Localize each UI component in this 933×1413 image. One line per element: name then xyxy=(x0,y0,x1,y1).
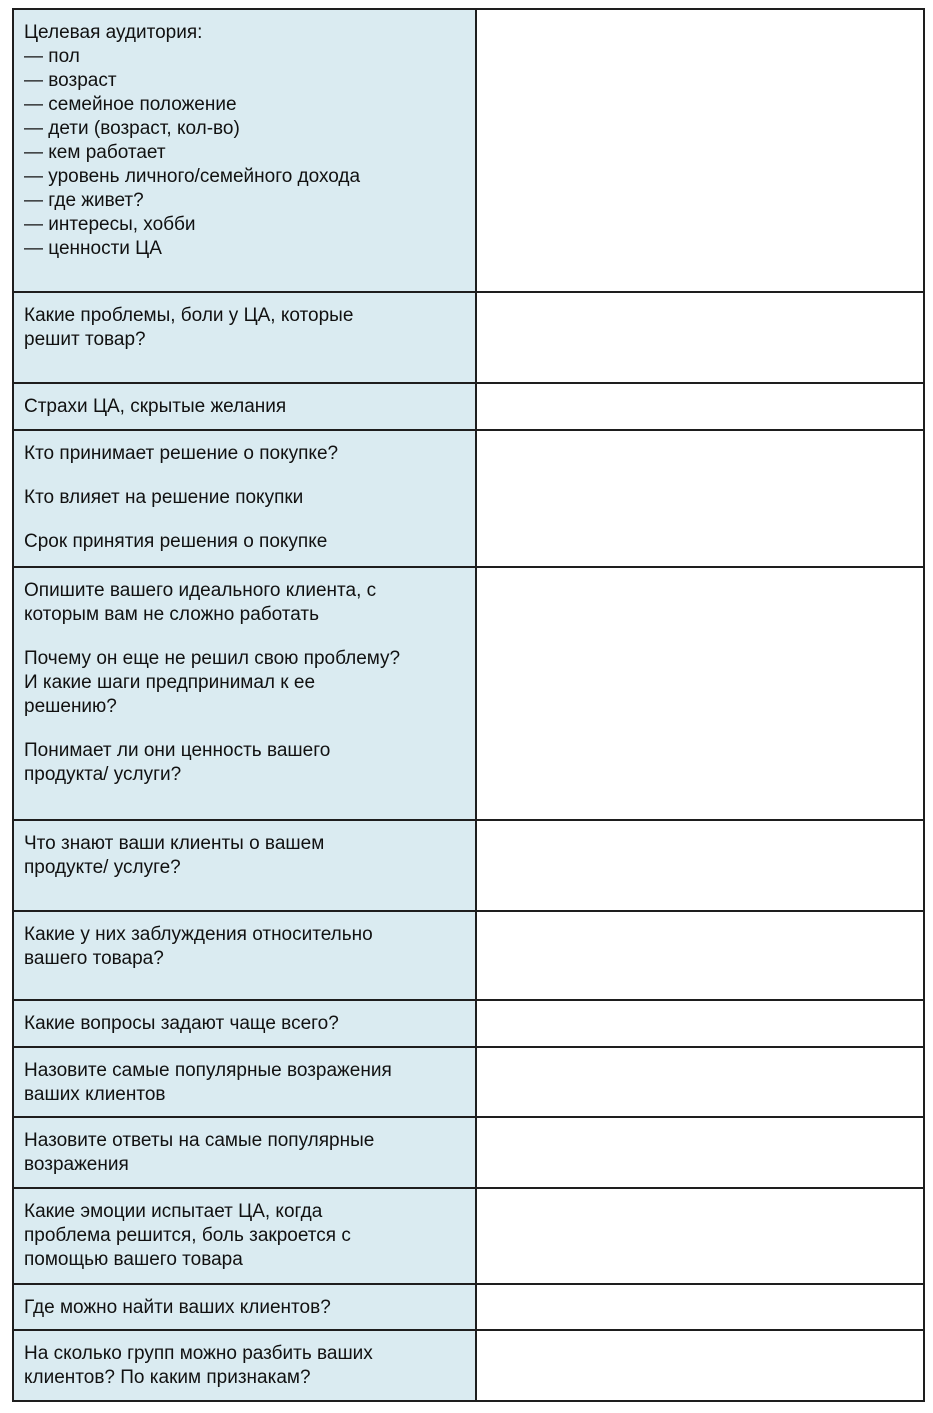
answer-cell[interactable] xyxy=(476,1284,924,1330)
question-paragraph xyxy=(24,442,465,466)
question-line: возражения xyxy=(24,1154,129,1175)
question-line: — ценности ЦА xyxy=(24,238,162,259)
question-line: На сколько групп можно разбить ваших xyxy=(24,1343,373,1364)
question-paragraph xyxy=(24,304,465,352)
table-row xyxy=(13,911,924,1000)
question-line: — дети (возраст, кол-во) xyxy=(24,118,240,139)
table-row xyxy=(13,1188,924,1284)
question-line: И какие шаги предпринимал к ее xyxy=(24,672,316,693)
answer-cell[interactable] xyxy=(476,292,924,383)
question-line: Кто влияет на решение покупки xyxy=(24,487,304,508)
question-paragraph xyxy=(24,647,465,719)
table-row xyxy=(13,567,924,820)
question-paragraph xyxy=(24,486,465,510)
question-paragraph xyxy=(24,395,465,419)
question-line: Опишите вашего идеального клиента, с xyxy=(24,580,377,601)
question-cell xyxy=(13,911,476,1000)
question-paragraph xyxy=(24,21,465,261)
question-line: Кто принимает решение о покупке? xyxy=(24,443,339,464)
question-cell xyxy=(13,292,476,383)
question-line: клиентов? По каким признакам? xyxy=(24,1367,311,1388)
question-paragraph xyxy=(24,1059,465,1107)
question-line: — семейное положение xyxy=(24,94,237,115)
question-paragraph xyxy=(24,579,465,627)
question-line: решит товар? xyxy=(24,329,146,350)
question-cell xyxy=(13,1188,476,1284)
answer-cell[interactable] xyxy=(476,1330,924,1401)
question-line: — где живет? xyxy=(24,190,144,211)
answer-cell[interactable] xyxy=(476,1188,924,1284)
answer-cell[interactable] xyxy=(476,1000,924,1047)
question-cell xyxy=(13,1047,476,1117)
question-line: — интересы, хобби xyxy=(24,214,196,235)
question-line: помощью вашего товара xyxy=(24,1249,243,1270)
question-paragraph xyxy=(24,1342,465,1390)
question-cell xyxy=(13,567,476,820)
question-line: Целевая аудитория: xyxy=(24,22,203,43)
table-row xyxy=(13,1117,924,1188)
questionnaire-table xyxy=(12,8,925,1402)
table-row xyxy=(13,1000,924,1047)
question-line: проблема решится, боль закроется с xyxy=(24,1225,351,1246)
question-paragraph xyxy=(24,1296,465,1320)
question-line: — уровень личного/семейного дохода xyxy=(24,166,361,187)
question-paragraph xyxy=(24,739,465,787)
question-line: — пол xyxy=(24,46,80,67)
question-cell xyxy=(13,1284,476,1330)
question-line: Назовите самые популярные возражения xyxy=(24,1060,392,1081)
question-paragraph xyxy=(24,1129,465,1177)
table-row xyxy=(13,1047,924,1117)
question-cell xyxy=(13,1000,476,1047)
question-line: которым вам не сложно работать xyxy=(24,604,320,625)
answer-cell[interactable] xyxy=(476,1117,924,1188)
question-cell xyxy=(13,383,476,430)
answer-cell[interactable] xyxy=(476,911,924,1000)
question-line: ваших клиентов xyxy=(24,1084,166,1105)
answer-cell[interactable] xyxy=(476,383,924,430)
table-row xyxy=(13,820,924,911)
question-cell xyxy=(13,430,476,567)
question-line: Какие эмоции испытает ЦА, когда xyxy=(24,1201,323,1222)
question-line: вашего товара? xyxy=(24,948,164,969)
answer-cell[interactable] xyxy=(476,567,924,820)
table-row xyxy=(13,1284,924,1330)
question-line: решению? xyxy=(24,696,117,717)
question-line: Страхи ЦА, скрытые желания xyxy=(24,396,287,417)
question-line: Назовите ответы на самые популярные xyxy=(24,1130,375,1151)
question-line: Какие вопросы задают чаще всего? xyxy=(24,1013,339,1034)
table-row xyxy=(13,430,924,567)
question-paragraph xyxy=(24,923,465,971)
question-line: Какие у них заблуждения относительно xyxy=(24,924,373,945)
question-line: продукта/ услуги? xyxy=(24,764,182,785)
question-line: продукте/ услуге? xyxy=(24,857,181,878)
question-cell xyxy=(13,820,476,911)
answer-cell[interactable] xyxy=(476,1047,924,1117)
question-line: Срок принятия решения о покупке xyxy=(24,531,328,552)
table-row xyxy=(13,383,924,430)
question-cell xyxy=(13,1330,476,1401)
answer-cell[interactable] xyxy=(476,820,924,911)
question-paragraph xyxy=(24,530,465,554)
question-paragraph xyxy=(24,832,465,880)
question-line: Где можно найти ваших клиентов? xyxy=(24,1297,331,1318)
question-paragraph xyxy=(24,1200,465,1272)
question-line: Почему он еще не решил свою проблему? xyxy=(24,648,401,669)
question-line: — возраст xyxy=(24,70,117,91)
question-line: Что знают ваши клиенты о вашем xyxy=(24,833,325,854)
question-cell xyxy=(13,9,476,292)
question-line: Понимает ли они ценность вашего xyxy=(24,740,331,761)
table-row xyxy=(13,292,924,383)
question-cell xyxy=(13,1117,476,1188)
answer-cell[interactable] xyxy=(476,430,924,567)
question-line: Какие проблемы, боли у ЦА, которые xyxy=(24,305,354,326)
table-row xyxy=(13,9,924,292)
table-row xyxy=(13,1330,924,1401)
question-paragraph xyxy=(24,1012,465,1036)
question-line: — кем работает xyxy=(24,142,166,163)
answer-cell[interactable] xyxy=(476,9,924,292)
